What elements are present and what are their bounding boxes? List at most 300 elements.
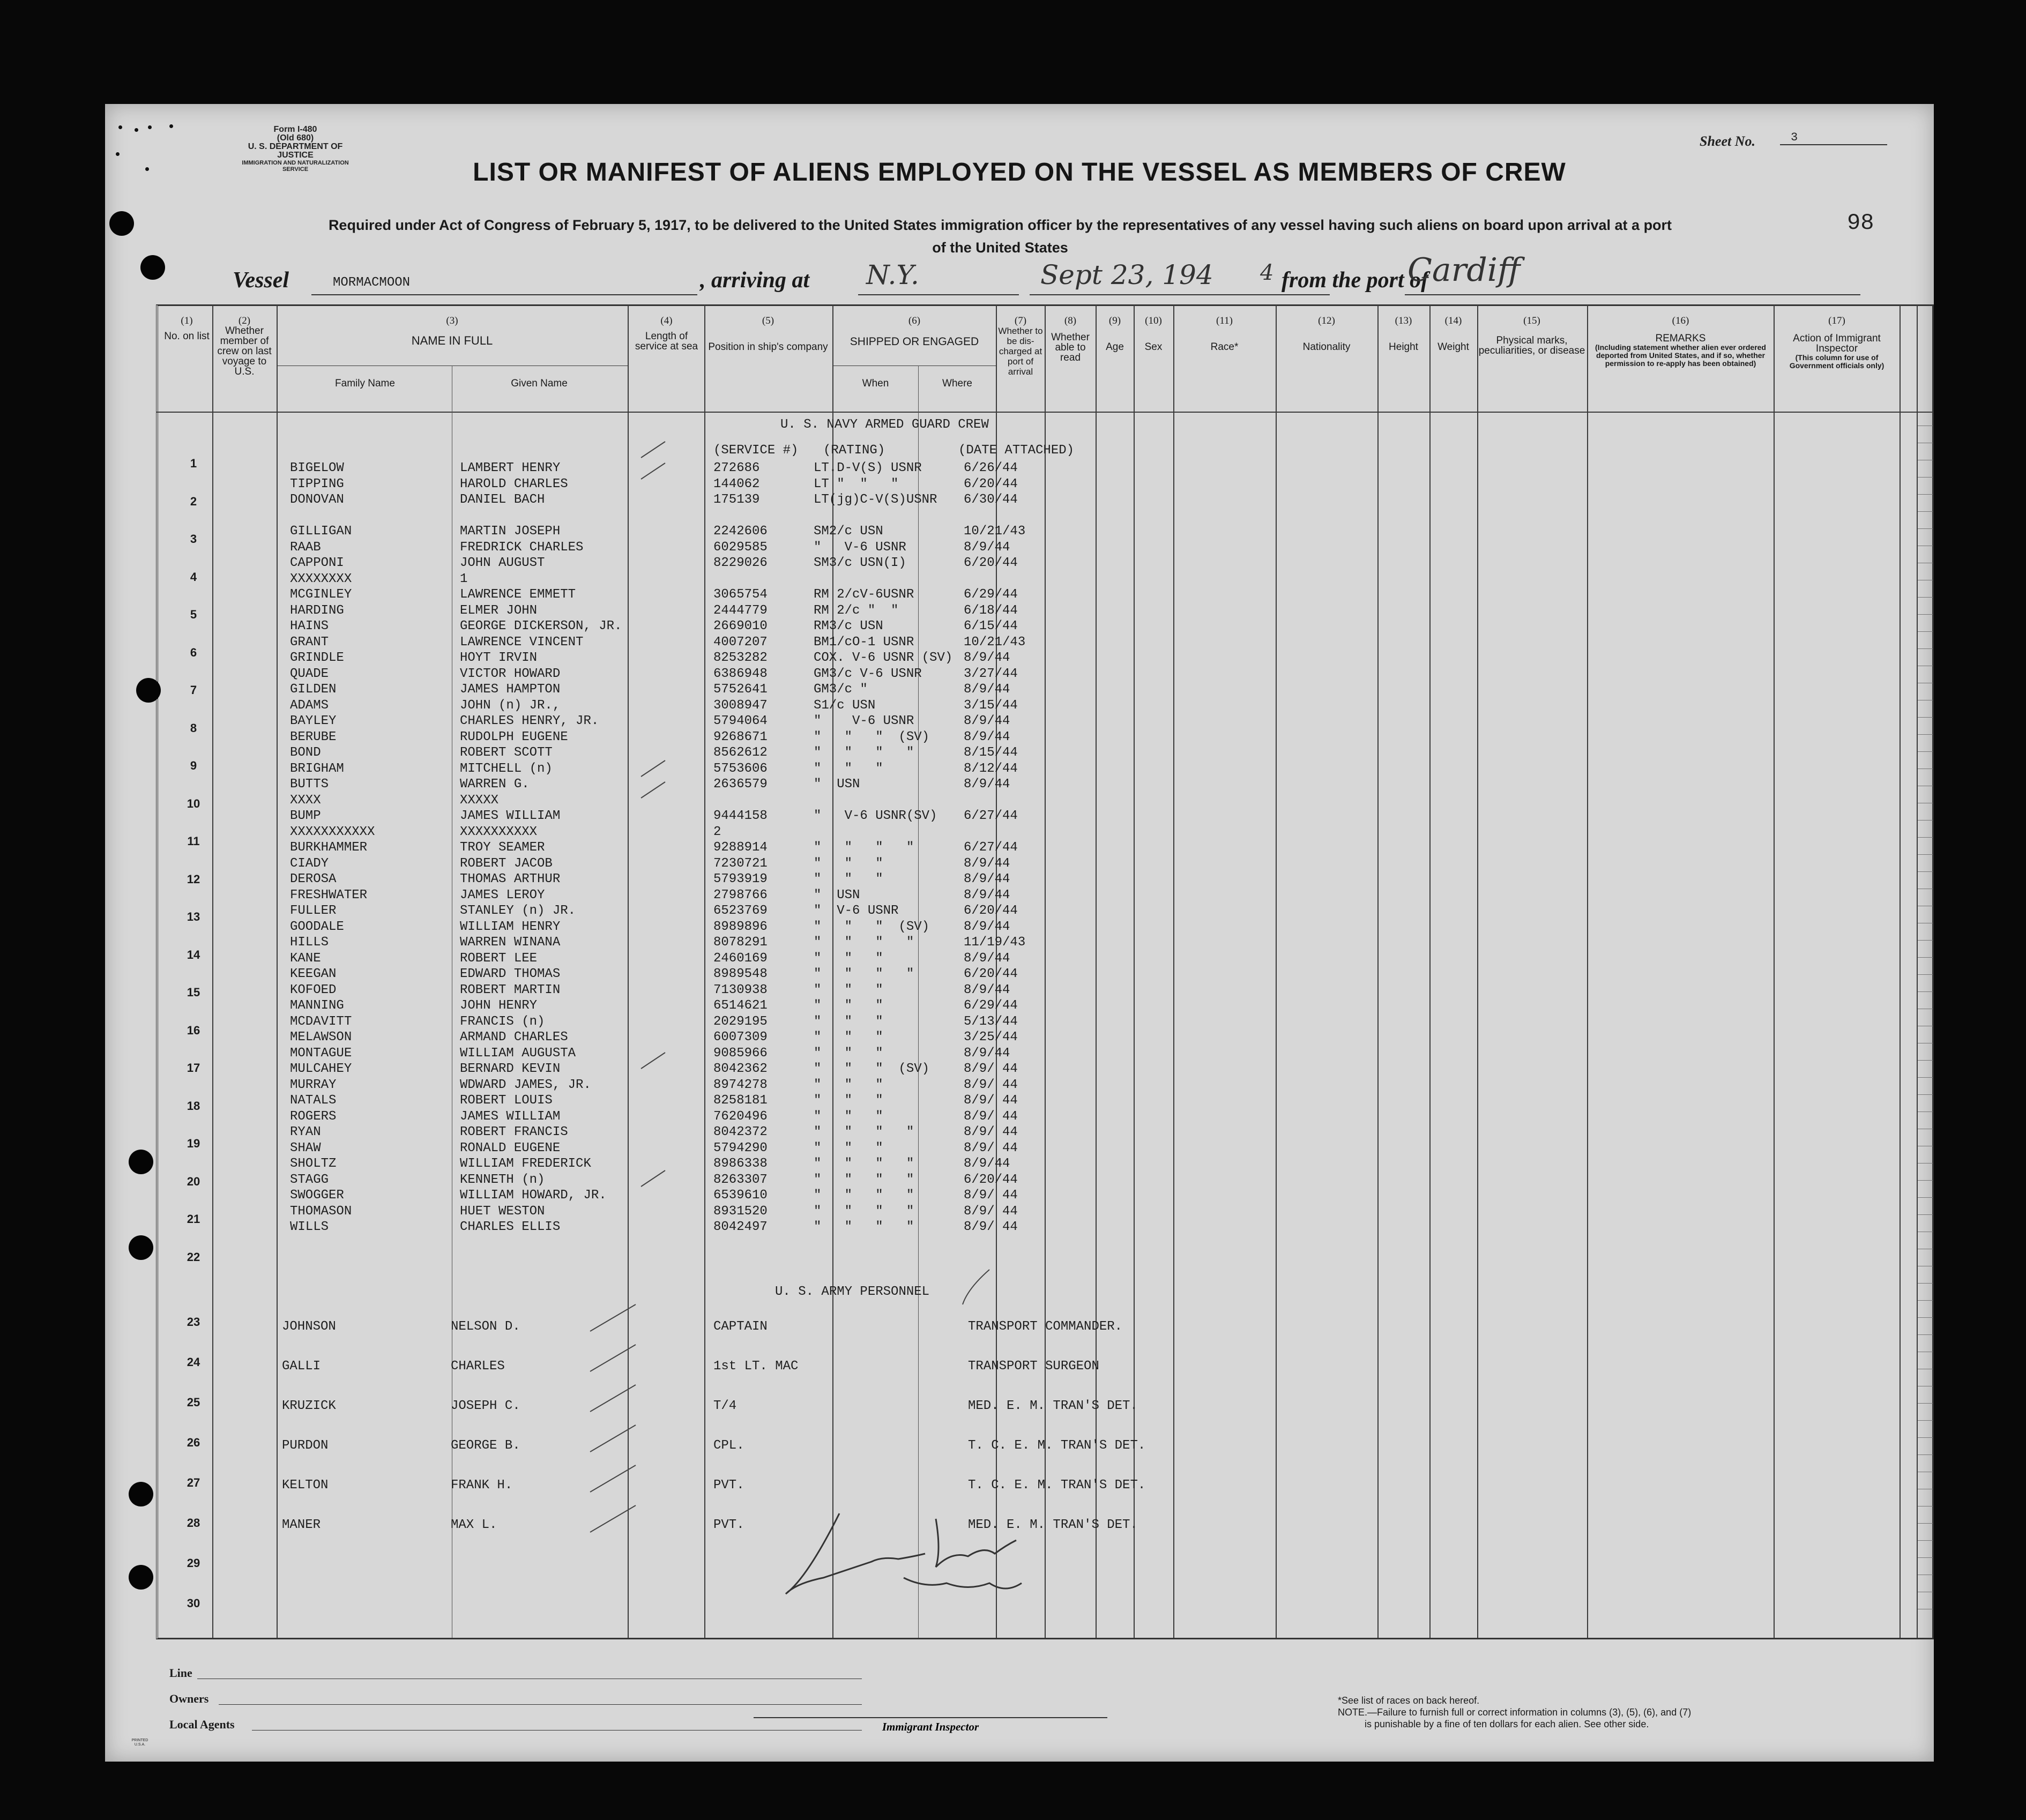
- signature-name: [105, 104, 106, 105]
- header-text: Nationality: [1302, 341, 1351, 353]
- ledger-rule: [1918, 1454, 1933, 1455]
- given-name: JOHN (n) JR.,: [460, 698, 561, 713]
- given-name: NELSON D.: [451, 1319, 520, 1334]
- service-number: 2242606: [713, 524, 768, 539]
- service-number: 9288914: [713, 840, 768, 855]
- footnote-races: *See list of races on back hereof.: [1338, 1695, 1480, 1706]
- service-number: 8989548: [713, 967, 768, 981]
- rating: RM 2/c " ": [814, 603, 899, 618]
- family-name: MURRAY: [290, 1078, 337, 1092]
- rating: " " " ": [814, 967, 914, 981]
- row-number: 26: [187, 1436, 200, 1449]
- binder-hole: [129, 1235, 153, 1260]
- given-name: WILLIAM AUGUSTA: [460, 1046, 576, 1061]
- rating: GM3/c V-6 USNR: [814, 667, 922, 681]
- service-number: 8078291: [713, 935, 768, 950]
- header-given-name: Given Name: [511, 378, 568, 389]
- header-text: Sex: [1144, 341, 1163, 353]
- rating: BM1/cO-1 USNR: [814, 635, 914, 650]
- given-name: JOHN AUGUST: [460, 556, 545, 570]
- row-number: 23: [187, 1315, 200, 1329]
- given-name: ELMER JOHN: [460, 603, 538, 618]
- row-number: 28: [187, 1516, 200, 1530]
- ledger-rule: [1918, 511, 1933, 512]
- footer-owners-label: Owners: [169, 1692, 209, 1705]
- page-number: 98: [1847, 210, 1874, 236]
- family-name: RAAB: [290, 540, 321, 555]
- tick-mark: [641, 463, 665, 479]
- given-name: WARREN WINANA: [460, 935, 561, 950]
- date-attached: 6/15/44: [964, 619, 1018, 633]
- rank: PVT.: [713, 1478, 744, 1493]
- header-text: Whether to be dis-charged at port of arrival: [998, 326, 1043, 377]
- family-name: HILLS: [290, 935, 329, 950]
- rating: S1/c USN: [814, 698, 876, 713]
- header-text: Age: [1106, 341, 1124, 353]
- rating: " " ": [814, 1141, 883, 1155]
- rating: " " ": [814, 872, 883, 886]
- given-name: THOMAS ARTHUR: [460, 872, 561, 886]
- inspector-signature: [775, 1503, 1054, 1631]
- given-name: MARTIN JOSEPH: [460, 524, 561, 539]
- header-number: (14): [1444, 315, 1462, 326]
- given-name: TROY SEAMER: [460, 840, 545, 855]
- form-old-number: (Old 680): [277, 133, 314, 143]
- row-number: 11: [187, 834, 200, 848]
- service-number: 8253282: [713, 651, 768, 665]
- family-name: CAPPONI: [290, 556, 344, 570]
- family-name: KEEGAN: [290, 967, 337, 981]
- service-number-heading: (SERVICE #): [713, 443, 799, 458]
- ledger-rule: [1918, 1094, 1933, 1095]
- rating: " " " ": [814, 1173, 914, 1187]
- ledger-rule: [1918, 734, 1933, 735]
- service-number: 6514621: [713, 998, 768, 1013]
- service-number: 144062: [713, 477, 760, 491]
- signature-stroke: [786, 1513, 1022, 1594]
- given-name: ARMAND CHARLES: [460, 1030, 568, 1045]
- ledger-rule: [1918, 1437, 1933, 1438]
- family-name: JOHNSON: [282, 1319, 336, 1334]
- date-attached: 8/9/ 44: [964, 1141, 1018, 1155]
- family-name: THOMASON: [290, 1204, 352, 1219]
- family-name: FULLER: [290, 904, 337, 918]
- given-name: BERNARD KEVIN: [460, 1062, 561, 1076]
- family-name: MCGINLEY: [290, 587, 352, 602]
- ledger-rule: [1918, 648, 1933, 649]
- header-number: (17): [1828, 315, 1845, 326]
- given-name: VICTOR HOWARD: [460, 667, 561, 681]
- given-name: HUET WESTON: [460, 1204, 545, 1219]
- rating: " " ": [814, 762, 883, 776]
- header-when: When: [862, 378, 889, 389]
- header-text: Action of Immigrant Inspector: [1793, 333, 1881, 354]
- rating: " " ": [814, 1015, 883, 1029]
- date-attached: 8/9/ 44: [964, 1125, 1018, 1139]
- service-number: 6007309: [713, 1030, 768, 1045]
- date-attached: 6/20/44: [964, 967, 1018, 981]
- rating: " " ": [814, 1078, 883, 1092]
- given-name: ROBERT FRANCIS: [460, 1125, 568, 1139]
- family-name: STAGG: [290, 1173, 329, 1187]
- row-number: 30: [187, 1597, 200, 1610]
- rank: T/4: [713, 1399, 737, 1413]
- given-name: JAMES WILLIAM: [460, 1109, 561, 1124]
- date-attached: 8/9/ 44: [964, 1078, 1018, 1092]
- header-number: (15): [1523, 315, 1540, 326]
- service-number: 3065754: [713, 587, 768, 602]
- family-name: KELTON: [282, 1478, 329, 1493]
- family-name: FRESHWATER: [290, 888, 368, 902]
- service-number: 5794064: [713, 714, 768, 728]
- family-name: KANE: [290, 951, 321, 966]
- tick-mark: [590, 1385, 636, 1412]
- date-attached: 6/20/44: [964, 477, 1018, 491]
- family-name: MONTAGUE: [290, 1046, 352, 1061]
- footnote-penalty-1: NOTE.—Failure to furnish full or correct information in columns (3), (5), (6), and (7): [1338, 1707, 1692, 1718]
- family-name: WILLS: [290, 1220, 329, 1234]
- date-attached: 8/9/44: [964, 540, 1010, 555]
- given-name: STANLEY (n) JR.: [460, 904, 576, 918]
- document-title: LIST OR MANIFEST OF ALIENS EMPLOYED ON THE VESSEL AS MEMBERS OF CREW: [473, 158, 1566, 187]
- service-number: 3008947: [713, 698, 768, 713]
- rating: " " " ": [814, 840, 914, 855]
- service-number: 6539610: [713, 1188, 768, 1203]
- date-attached: 6/29/44: [964, 587, 1018, 602]
- rating: " " " (SV): [814, 730, 930, 744]
- sheet-number: 3: [1780, 131, 1887, 145]
- date-attached: 8/9/ 44: [964, 1062, 1018, 1076]
- header-number: (11): [1216, 315, 1233, 326]
- signature-text: [105, 104, 106, 105]
- given-name: WILLIAM HENRY: [460, 920, 561, 934]
- arrival-date: Sept 23, 194: [1040, 259, 1213, 290]
- row-number: 22: [187, 1250, 200, 1264]
- service-number: 8562612: [713, 745, 768, 760]
- service-number: 2: [713, 825, 721, 839]
- date-attached: 6/18/44: [964, 603, 1018, 618]
- given-name: JAMES LEROY: [460, 888, 545, 902]
- ledger-rule: [1918, 871, 1933, 872]
- service-number: 9268671: [713, 730, 768, 744]
- date-attached: 8/9/44: [964, 888, 1010, 902]
- date-attached: 3/15/44: [964, 698, 1018, 713]
- family-name: XXXXXXXXXXX: [290, 825, 375, 839]
- header-text: Whether member of crew on last voyage to U.S.: [217, 325, 272, 377]
- rating: " " " ": [814, 1125, 914, 1139]
- header-text: Position in ship's company: [708, 341, 828, 353]
- ledger-rule: [1918, 957, 1933, 958]
- service-number: 8974278: [713, 1078, 768, 1092]
- rank: CAPTAIN: [713, 1319, 768, 1334]
- service-number: 5793919: [713, 872, 768, 886]
- date-attached: 8/9/ 44: [964, 1109, 1018, 1124]
- date-attached: 8/9/44: [964, 983, 1010, 997]
- date-attached: 3/27/44: [964, 667, 1018, 681]
- rating: " " ": [814, 951, 883, 966]
- family-name: SWOGGER: [290, 1188, 344, 1203]
- date-attached: 8/9/ 44: [964, 1188, 1018, 1203]
- header-number: (13): [1395, 315, 1412, 326]
- footer-line-label: Line: [169, 1666, 192, 1680]
- family-name: ADAMS: [290, 698, 329, 713]
- row-number: 5: [190, 608, 197, 621]
- family-name: BOND: [290, 745, 321, 760]
- tick-mark: [641, 1170, 665, 1187]
- service-number: 8229026: [713, 556, 768, 570]
- date-attached: 3/25/44: [964, 1030, 1018, 1045]
- date-attached-heading: (DATE ATTACHED): [958, 443, 1075, 458]
- given-name: JOHN HENRY: [460, 998, 538, 1013]
- assignment: TRANSPORT SURGEON: [968, 1359, 1099, 1374]
- service-number: 8042362: [713, 1062, 768, 1076]
- given-name: ROBERT LOUIS: [460, 1093, 553, 1108]
- family-name: BUMP: [290, 809, 321, 823]
- header-text: Whether able to read: [1051, 332, 1090, 363]
- given-name: JOSEPH C.: [451, 1399, 520, 1413]
- service-number: 8042372: [713, 1125, 768, 1139]
- ledger-rule: [1918, 717, 1933, 718]
- header-text: No. on list: [164, 331, 210, 342]
- footer-agents-label: Local Agents: [169, 1718, 235, 1731]
- given-name: RUDOLPH EUGENE: [460, 730, 568, 744]
- given-name: WARREN G.: [460, 777, 530, 792]
- manifest-sheet: [105, 104, 1934, 1762]
- family-name: HAINS: [290, 619, 329, 633]
- row-number: 14: [187, 948, 200, 961]
- subtitle-line-2: of the United States: [932, 240, 1068, 256]
- header-number: (2): [238, 315, 251, 326]
- vessel-label: Vessel: [233, 268, 289, 293]
- ledger-rule: [1918, 974, 1933, 975]
- service-number: 2669010: [713, 619, 768, 633]
- family-name: BURKHAMMER: [290, 840, 368, 855]
- ledger-rule: [1918, 1523, 1933, 1524]
- given-name: ROBERT JACOB: [460, 856, 553, 871]
- family-name: SHAW: [290, 1141, 321, 1155]
- ledger-rule: [1918, 1077, 1933, 1078]
- given-name: ROBERT SCOTT: [460, 745, 553, 760]
- vessel-name: MORMACMOON: [333, 275, 411, 290]
- date-attached: 5/13/44: [964, 1015, 1018, 1029]
- header-subtext: (Including statement whether alien ever ordered deported from United States, and if so, whether permission to re-apply has been obtained): [1595, 343, 1766, 368]
- service-number: 7230721: [713, 856, 768, 871]
- header-where: Where: [942, 378, 972, 389]
- header-text: Race*: [1210, 341, 1239, 353]
- rating: " V-6 USNR: [814, 540, 906, 555]
- rating: SM3/c USN(I): [814, 556, 906, 570]
- header-text: Physical marks, peculiarities, or disease: [1478, 335, 1585, 356]
- tick-mark: [641, 442, 665, 458]
- ledger-rule: [1918, 1334, 1933, 1335]
- ledger-rule: [1918, 1060, 1933, 1061]
- row-number: 20: [187, 1175, 200, 1188]
- service-number: 8931520: [713, 1204, 768, 1219]
- family-name: KRUZICK: [282, 1399, 336, 1413]
- family-name: GRINDLE: [290, 651, 344, 665]
- header-number: (6): [908, 315, 921, 326]
- header-number: (4): [660, 315, 673, 326]
- assignment: MED. E. M. TRAN'S DET.: [968, 1399, 1138, 1413]
- date-attached: 8/12/44: [964, 762, 1018, 776]
- given-name: XXXXX: [460, 793, 499, 808]
- family-name: SHOLTZ: [290, 1157, 337, 1171]
- row-number: 16: [187, 1024, 200, 1037]
- header-family-name: Family Name: [335, 378, 395, 389]
- rating: " " " ": [814, 1157, 914, 1171]
- date-attached: 6/20/44: [964, 1173, 1018, 1187]
- given-name: LAMBERT HENRY: [460, 461, 561, 475]
- rating: " " " (SV): [814, 920, 930, 934]
- service-number: 8042497: [713, 1220, 768, 1234]
- family-name: BERUBE: [290, 730, 337, 744]
- family-name: NATALS: [290, 1093, 337, 1108]
- ledger-rule: [1918, 751, 1933, 752]
- header-text: Length of service at sea: [635, 331, 698, 352]
- row-number: 29: [187, 1556, 200, 1570]
- family-name: ROGERS: [290, 1109, 337, 1124]
- given-name: ROBERT LEE: [460, 951, 538, 966]
- family-name: TIPPING: [290, 477, 344, 491]
- rating: " " ": [814, 1046, 883, 1061]
- date-attached: 8/9/44: [964, 730, 1010, 744]
- tick-mark: [641, 1053, 665, 1069]
- given-name: XXXXXXXXXX: [460, 825, 538, 839]
- family-name: GILDEN: [290, 682, 337, 697]
- rating: " V-6 USNR: [814, 714, 914, 728]
- ledger-rule: [1918, 614, 1933, 615]
- rating: " USN: [814, 777, 860, 792]
- tick-mark: [590, 1345, 636, 1371]
- ledger-rule: [1918, 1420, 1933, 1421]
- header-subtext: (This column for use of Government officials only): [1789, 353, 1885, 370]
- binder-hole: [129, 1565, 153, 1590]
- row-number: 15: [187, 986, 200, 999]
- date-attached: 8/9/44: [964, 920, 1010, 934]
- ledger-rule: [1918, 1540, 1933, 1541]
- given-name: 1: [460, 572, 468, 586]
- given-name: JAMES WILLIAM: [460, 809, 561, 823]
- date-attached: 8/9/ 44: [964, 1093, 1018, 1108]
- header-number: (1): [181, 315, 193, 326]
- date-attached: 8/9/44: [964, 651, 1010, 665]
- date-attached: 6/20/44: [964, 904, 1018, 918]
- form-number: Form I-480: [273, 125, 317, 134]
- ledger-rule: [1918, 1557, 1933, 1558]
- subtitle-line-1: Required under Act of Congress of February 5, 1917, to be delivered to the United States immigration officer by the representatives of any vessel having such aliens on board upon arrival at a port: [328, 217, 1672, 233]
- service-number: 2798766: [713, 888, 768, 902]
- rating: SM2/c USN: [814, 524, 883, 539]
- inspector-signature-rule: [754, 1717, 1107, 1718]
- row-number: 6: [190, 646, 197, 659]
- ledger-rule: [1918, 1197, 1933, 1198]
- tick-mark: [590, 1304, 636, 1331]
- tick-mark: [590, 1465, 636, 1492]
- rank: PVT.: [713, 1518, 744, 1532]
- assignment: T. C. E. M. TRAN'S DET.: [968, 1478, 1146, 1493]
- given-name: WILLIAM FREDERICK: [460, 1157, 591, 1171]
- row-number: 9: [190, 759, 197, 772]
- from-port-label: from the port of: [1282, 268, 1429, 293]
- service-number: 6386948: [713, 667, 768, 681]
- service-number: 7130938: [713, 983, 768, 997]
- service-number: 272686: [713, 461, 760, 475]
- ledger-rule: [1918, 837, 1933, 838]
- given-name: CHARLES: [451, 1359, 505, 1374]
- row-number: 24: [187, 1355, 200, 1369]
- family-name: GILLIGAN: [290, 524, 352, 539]
- footer-owners-rule: [219, 1704, 862, 1705]
- header-number: (9): [1108, 315, 1121, 326]
- given-name: FRANK H.: [451, 1478, 513, 1493]
- rating: LT.D-V(S) USNR: [814, 461, 922, 475]
- date-attached: 11/19/43: [964, 935, 1026, 950]
- ledger-rule: [1918, 1403, 1933, 1404]
- service-number: 5752641: [713, 682, 768, 697]
- rating: GM3/c ": [814, 682, 868, 697]
- row-number: 18: [187, 1099, 200, 1113]
- service-number: 7620496: [713, 1109, 768, 1124]
- header-number: (10): [1145, 315, 1162, 326]
- rating: " " ": [814, 1109, 883, 1124]
- family-name: DEROSA: [290, 872, 337, 886]
- assignment: MED. E. M. TRAN'S DET.: [968, 1518, 1138, 1532]
- ledger-rule: [1918, 1180, 1933, 1181]
- row-number: 2: [190, 495, 197, 508]
- given-name: GEORGE DICKERSON, JR.: [460, 619, 622, 633]
- row-number: 1: [190, 457, 197, 470]
- ledger-rule: [1918, 854, 1933, 855]
- binder-hole: [129, 1482, 153, 1506]
- date-attached: 6/20/44: [964, 556, 1018, 570]
- date-attached: 8/9/ 44: [964, 1204, 1018, 1219]
- given-name: DANIEL BACH: [460, 493, 545, 507]
- date-attached: 6/27/44: [964, 809, 1018, 823]
- rating: " " " ": [814, 745, 914, 760]
- header-number: (7): [1014, 315, 1027, 326]
- ledger-rule: [1918, 494, 1933, 495]
- rank: CPL.: [713, 1438, 744, 1453]
- army-section-heading: U. S. ARMY PERSONNEL: [775, 1285, 930, 1299]
- ledger-rule: [1918, 991, 1933, 992]
- ledger-rule: [1918, 1317, 1933, 1318]
- rating: " " ": [814, 998, 883, 1013]
- given-name: GEORGE B.: [451, 1438, 520, 1453]
- service-number: 6029585: [713, 540, 768, 555]
- tick-mark: [590, 1425, 636, 1452]
- tick-mark: [641, 760, 665, 777]
- footnote-penalty-2: is punishable by a fine of ten dollars for each alien. See other side.: [1365, 1719, 1649, 1729]
- ledger-rule: [1918, 1300, 1933, 1301]
- family-name: RYAN: [290, 1125, 321, 1139]
- assignment: T. C. E. M. TRAN'S DET.: [968, 1438, 1146, 1453]
- ledger-rule: [1918, 528, 1933, 529]
- given-name: CHARLES ELLIS: [460, 1220, 561, 1234]
- binder-hole: [129, 1150, 153, 1174]
- family-name: MELAWSON: [290, 1030, 352, 1045]
- date-attached: 8/15/44: [964, 745, 1018, 760]
- rating: " V-6 USNR(SV): [814, 809, 937, 823]
- date-attached: 8/9/44: [964, 1046, 1010, 1061]
- tick-marks: [590, 442, 989, 1532]
- rating: " V-6 USNR: [814, 904, 899, 918]
- rating: LT " " ": [814, 477, 899, 491]
- header-number: (8): [1064, 315, 1077, 326]
- binder-hole: [140, 255, 165, 280]
- rating: " " ": [814, 856, 883, 871]
- family-name: CIADY: [290, 856, 329, 871]
- given-name: FREDRICK CHARLES: [460, 540, 584, 555]
